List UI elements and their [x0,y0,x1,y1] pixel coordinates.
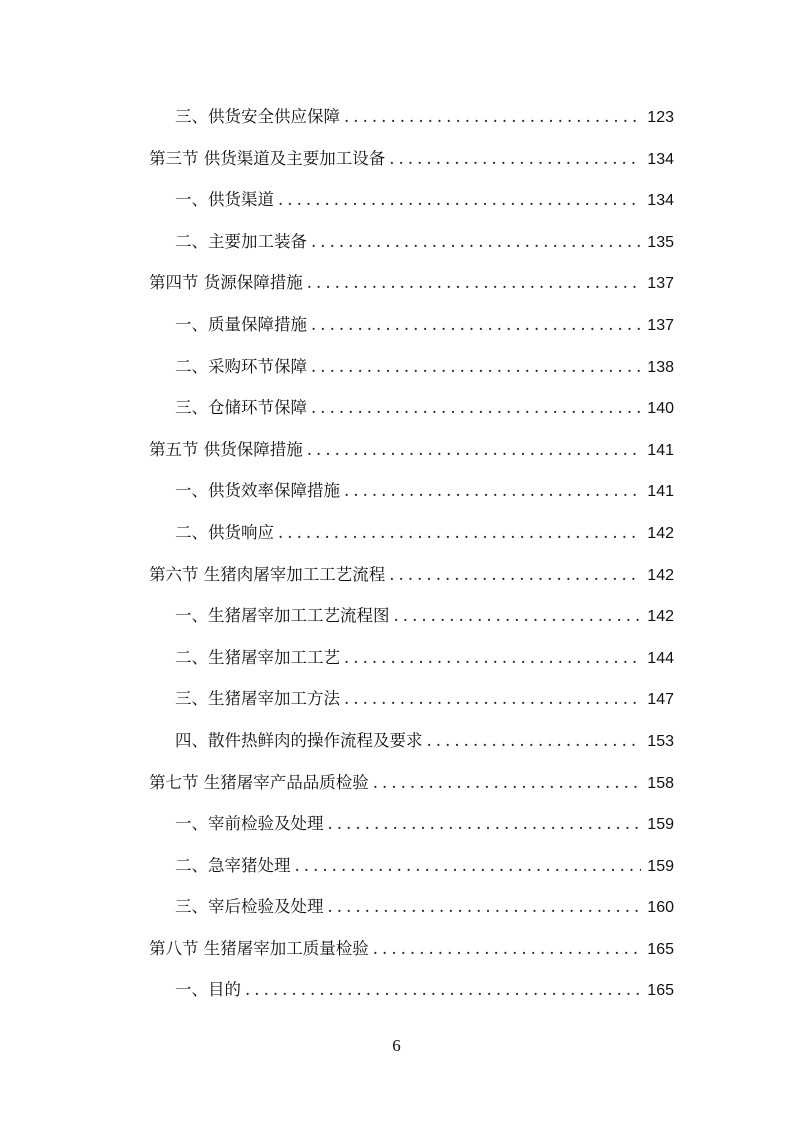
toc-entry-row [149,429,674,472]
toc-entry-row [175,595,674,638]
toc-entry-title: 二、急宰猪处理 [175,845,295,887]
toc-entry-row [149,762,674,805]
toc-dot-leader [311,387,641,429]
toc-subsection-entry[interactable] [0,346,793,388]
toc-dot-leader [328,803,642,845]
toc-dot-leader [311,221,641,263]
toc-entry-title: 一、质量保障措施 [175,304,311,346]
toc-entry-page-number: 134 [641,180,674,222]
toc-entry-row [149,262,674,305]
toc-dot-leader [311,346,641,388]
toc-subsection-entry[interactable] [0,886,793,928]
toc-dot-leader [311,304,641,346]
toc-subsection-entry[interactable] [0,803,793,845]
toc-dot-leader [278,512,641,554]
toc-entry-title: 第三节 供货渠道及主要加工设备 [149,138,389,180]
toc-entry-title: 一、目的 [175,969,245,1011]
toc-entry-title: 四、散件热鲜肉的操作流程及要求 [175,720,427,762]
toc-entry-title: 三、生猪屠宰加工方法 [175,678,344,720]
toc-entry-title: 一、生猪屠宰加工工艺流程图 [175,595,394,637]
toc-subsection-entry[interactable] [0,512,793,554]
toc-entry-row [175,221,674,264]
toc-dot-leader [344,470,641,512]
toc-entry-title: 三、宰后检验及处理 [175,886,328,928]
toc-entry-row [175,512,674,555]
toc-section-entry[interactable] [0,762,793,804]
toc-entry-page-number: 165 [641,970,674,1012]
toc-subsection-entry[interactable] [0,470,793,512]
toc-dot-leader [394,595,642,637]
toc-entry-title: 一、宰前检验及处理 [175,803,328,845]
toc-section-entry[interactable] [0,554,793,596]
toc-entry-title: 第八节 生猪屠宰加工质量检验 [149,928,373,970]
toc-entry-page-number: 135 [641,222,674,264]
toc-subsection-entry[interactable] [0,179,793,221]
toc-entry-row [149,928,674,971]
toc-entry-title: 第六节 生猪肉屠宰加工工艺流程 [149,554,389,596]
toc-dot-leader [373,762,642,804]
toc-subsection-entry[interactable] [0,678,793,720]
toc-entry-title: 三、仓储环节保障 [175,387,311,429]
toc-entry-page-number: 134 [641,139,674,181]
toc-entry-row [175,346,674,389]
toc-dot-leader [278,179,641,221]
toc-subsection-entry[interactable] [0,387,793,429]
toc-entry-row [175,96,674,139]
toc-entry-page-number: 137 [641,305,674,347]
toc-entry-title: 一、供货渠道 [175,179,278,221]
toc-subsection-entry[interactable] [0,720,793,762]
toc-dot-leader [373,928,642,970]
toc-entry-page-number: 138 [641,347,674,389]
toc-entry-row [175,845,674,888]
toc-entry-page-number: 141 [641,471,674,513]
toc-dot-leader [328,886,642,928]
toc-entry-page-number: 123 [641,97,674,139]
toc-entry-row [149,554,674,597]
toc-entry-row [175,387,674,430]
toc-entry-page-number: 147 [641,679,674,721]
page-number: 6 [392,1036,401,1055]
toc-entry-row [175,678,674,721]
toc-entry-title: 第四节 货源保障措施 [149,262,307,304]
toc-subsection-entry[interactable] [0,96,793,138]
toc-entry-page-number: 140 [641,388,674,430]
toc-entry-page-number: 158 [641,763,674,805]
toc-entry-title: 二、主要加工装备 [175,221,311,263]
toc-section-entry[interactable] [0,429,793,471]
toc-entry-title: 第五节 供货保障措施 [149,429,307,471]
toc-entry-title: 二、采购环节保障 [175,346,311,388]
table-of-contents [0,96,793,1011]
toc-entry-page-number: 160 [641,887,674,929]
toc-entry-page-number: 142 [641,513,674,555]
toc-section-entry[interactable] [0,262,793,304]
toc-entry-row [175,179,674,222]
toc-dot-leader [295,845,642,887]
toc-entry-page-number: 159 [641,804,674,846]
toc-dot-leader [389,138,641,180]
toc-entry-row [175,470,674,513]
toc-entry-page-number: 137 [641,263,674,305]
toc-entry-page-number: 144 [641,638,674,680]
toc-entry-title: 一、供货效率保障措施 [175,470,344,512]
toc-subsection-entry[interactable] [0,595,793,637]
toc-entry-page-number: 159 [641,846,674,888]
toc-dot-leader [427,720,642,762]
toc-entry-row [175,886,674,929]
toc-subsection-entry[interactable] [0,969,793,1011]
toc-dot-leader [344,637,641,679]
toc-entry-row [149,138,674,181]
toc-section-entry[interactable] [0,928,793,970]
toc-subsection-entry[interactable] [0,221,793,263]
toc-entry-row [175,720,674,763]
toc-entry-page-number: 142 [641,596,674,638]
toc-dot-leader [245,969,641,1011]
toc-entry-title: 二、生猪屠宰加工工艺 [175,637,344,679]
toc-entry-title: 三、供货安全供应保障 [175,96,344,138]
toc-dot-leader [307,262,642,304]
toc-dot-leader [389,554,641,596]
toc-entry-row [175,637,674,680]
toc-entry-page-number: 165 [641,929,674,971]
toc-entry-row [175,803,674,846]
toc-dot-leader [344,96,641,138]
toc-entry-page-number: 142 [641,555,674,597]
toc-entry-row [175,304,674,347]
toc-dot-leader [307,429,642,471]
toc-section-entry[interactable] [0,138,793,180]
toc-subsection-entry[interactable] [0,845,793,887]
toc-entry-page-number: 153 [641,721,674,763]
toc-entry-page-number: 141 [641,430,674,472]
toc-entry-row [175,969,674,1012]
toc-entry-title: 第七节 生猪屠宰产品品质检验 [149,762,373,804]
toc-dot-leader [344,678,641,720]
toc-entry-title: 二、供货响应 [175,512,278,554]
toc-subsection-entry[interactable] [0,304,793,346]
toc-subsection-entry[interactable] [0,637,793,679]
